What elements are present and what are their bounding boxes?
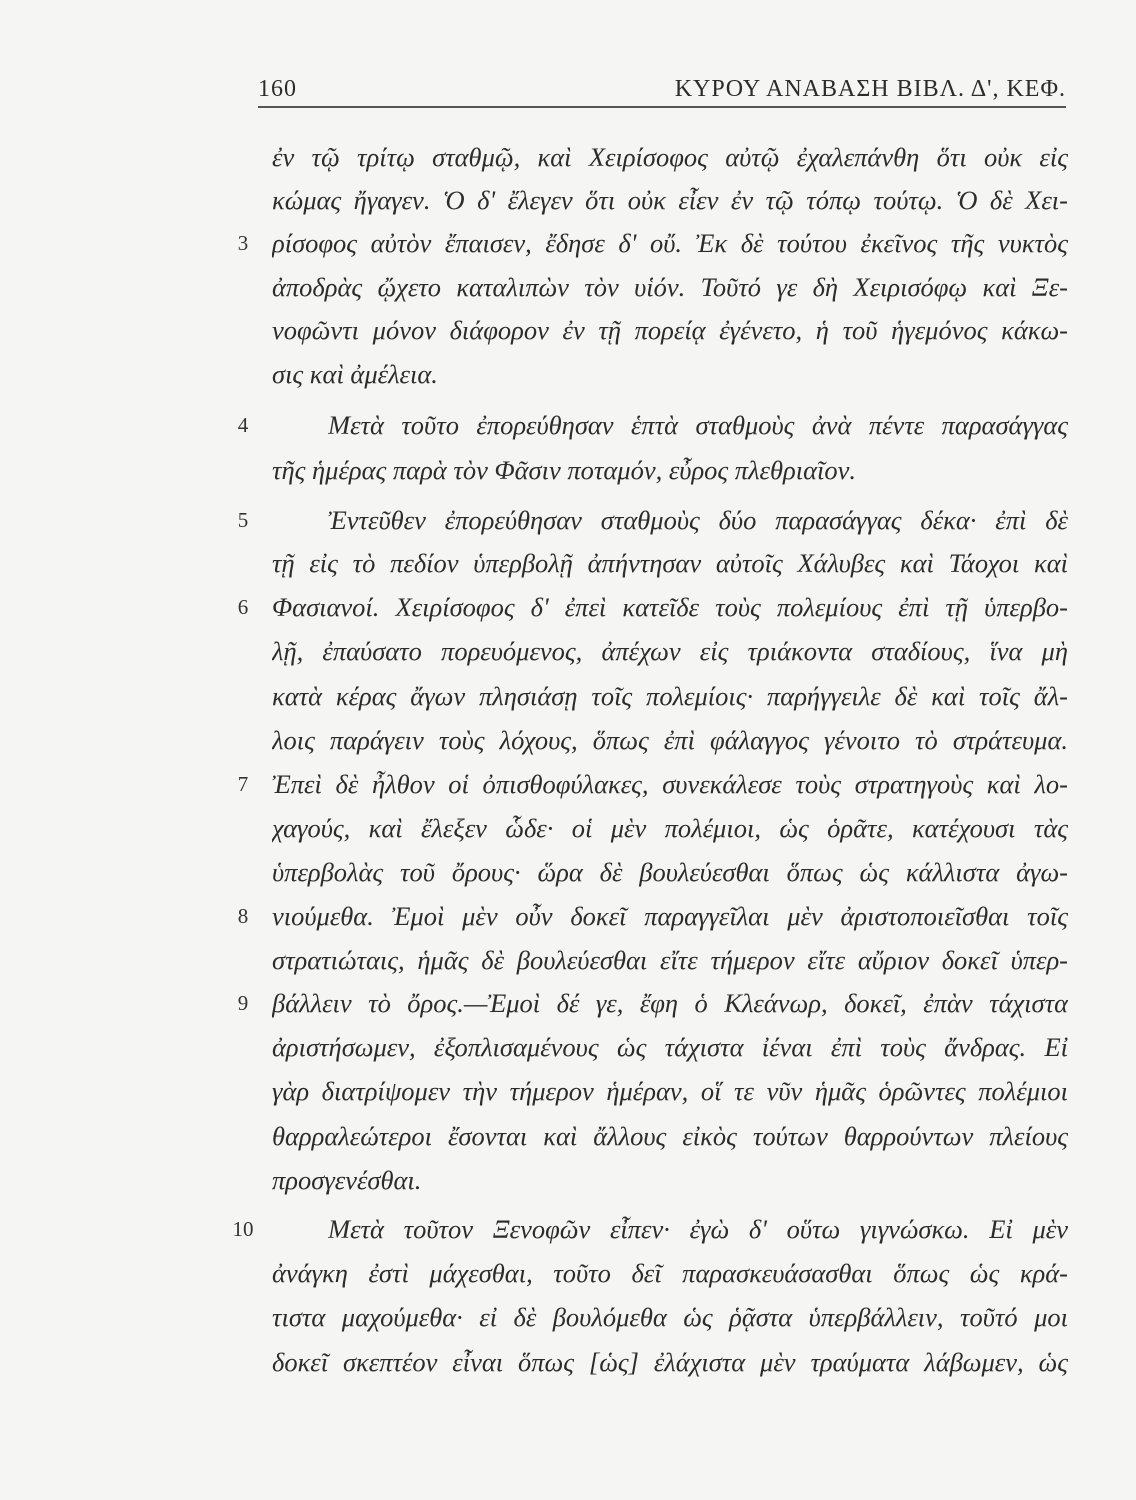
text-line: στρατιώταις, ἡμᾶς δὲ βουλεύεσθαι εἴτε τήμερον εἴτε αὔριον δοκεῖ ὑπερ- xyxy=(272,945,1068,975)
text-line: ἀριστήσωμεν, ἐξοπλισαμένους ὡς τάχιστα ἰέναι ἐπὶ τοὺς ἄνδρας. Εἰ xyxy=(272,1032,1068,1062)
text-line: Μετὰ τοῦτο ἐπορεύθησαν ἑπτὰ σταθμοὺς ἀνὰ πέντε παρασάγγας xyxy=(328,410,1068,440)
text-line: κώμας ἤγαγεν. Ὁ δ' ἔλεγεν ὅτι οὐκ εἶεν ἐν τῷ τόπῳ τούτῳ. Ὁ δὲ Χει- xyxy=(272,185,1068,215)
section-number: 7 xyxy=(237,772,249,796)
text-line: Μετὰ τοῦτον Ξενοφῶν εἶπεν· ἐγὼ δ' οὕτω γιγνώσκω. Εἰ μὲν xyxy=(328,1214,1068,1244)
text-line: Ἐντεῦθεν ἐπορεύθησαν σταθμοὺς δύο παρασάγγας δέκα· ἐπὶ δὲ xyxy=(328,505,1068,535)
text-line: κατὰ κέρας ἄγων πλησιάσῃ τοῖς πολεμίοις· παρήγγειλε δὲ καὶ τοῖς ἄλ- xyxy=(272,681,1068,711)
text-line: τῇ εἰς τὸ πεδίον ὑπερβολῇ ἀπήντησαν αὐτοῖς Χάλυβες καὶ Τάοχοι καὶ xyxy=(272,548,1068,578)
text-line: ἐν τῷ τρίτῳ σταθμῷ, καὶ Χειρίσοφος αὐτῷ ἐχαλεπάνθη ὅτι οὐκ εἰς xyxy=(272,142,1068,172)
text-line: νιούμεθα. Ἐμοὶ μὲν οὖν δοκεῖ παραγγεῖλαι μὲν ἀριστοποιεῖσθαι τοῖς xyxy=(272,901,1068,931)
text-line: Φασιανοί. Χειρίσοφος δ' ἐπεὶ κατεῖδε τοὺς πολεμίους ἐπὶ τῇ ὑπερβο- xyxy=(272,592,1068,622)
text-line: Ἐπεὶ δὲ ἦλθον οἱ ὀπισθοφύλακες, συνεκάλεσε τοὺς στρατηγοὺς καὶ λο- xyxy=(272,769,1068,799)
text-line: δοκεῖ σκεπτέον εἶναι ὅπως [ὡς] ἐλάχιστα μὲν τραύματα λάβωμεν, ὡς xyxy=(272,1347,1068,1377)
text-line: λοις παράγειν τοὺς λόχους, ὅπως ἐπὶ φάλαγγος γένοιτο τὸ στράτευμα. xyxy=(272,725,1068,755)
text-line: χαγούς, καὶ ἔλεξεν ὧδε· οἱ μὲν πολέμιοι, ὡς ὁρᾶτε, κατέχουσι τὰς xyxy=(272,813,1068,843)
section-number: 4 xyxy=(237,413,249,437)
text-line: ρίσοφος αὐτὸν ἔπαισεν, ἔδησε δ' οὔ. Ἐκ δὲ τούτου ἐκεῖνος τῆς νυκτὸς xyxy=(272,228,1068,258)
page-number: 160 xyxy=(258,76,297,102)
section-number: 6 xyxy=(237,595,249,619)
text-line: ἀποδρὰς ᾤχετο καταλιπὼν τὸν υἱόν. Τοῦτό γε δὴ Χειρισόφῳ καὶ Ξε- xyxy=(272,272,1068,302)
text-line: ἀνάγκη ἐστὶ μάχεσθαι, τοῦτο δεῖ παρασκευάσασθαι ὅπως ὡς κρά- xyxy=(272,1258,1068,1288)
text-line: λῇ, ἐπαύσατο πορευόμενος, ἀπέχων εἰς τριάκοντα σταδίους, ἵνα μὴ xyxy=(272,636,1068,666)
text-line: σις καὶ ἀμέλεια. xyxy=(272,359,438,389)
text-line: βάλλειν τὸ ὄρος.—Ἐμοὶ δέ γε, ἔφη ὁ Κλεάνωρ, δοκεῖ, ἐπὰν τάχιστα xyxy=(272,988,1068,1018)
text-line: τιστα μαχούμεθα· εἰ δὲ βουλόμεθα ὡς ῥᾷστα ὑπερβάλλειν, τοῦτό μοι xyxy=(272,1302,1068,1332)
section-number: 5 xyxy=(237,508,249,532)
text-line: ὑπερβολὰς τοῦ ὄρους· ὥρα δὲ βουλεύεσθαι ὅπως ὡς κάλλιστα ἀγω- xyxy=(272,857,1068,887)
text-line: νοφῶντι μόνον διάφορον ἐν τῇ πορείᾳ ἐγένετο, ἡ τοῦ ἡγεμόνος κάκω- xyxy=(272,315,1068,345)
running-head: ΚΥΡΟΥ ΑΝΑΒΑΣΗ ΒΙΒΛ. Δ', ΚΕΦ. xyxy=(674,76,1066,102)
text-line: θαρραλεώτεροι ἔσονται καὶ ἄλλους εἰκὸς τούτων θαρρούντων πλείους xyxy=(272,1121,1068,1151)
section-number: 10 xyxy=(232,1217,254,1241)
section-number: 9 xyxy=(237,991,249,1015)
text-line: τῆς ἡμέρας παρὰ τὸν Φᾶσιν ποταμόν, εὖρος πλεθριαῖον. xyxy=(272,455,857,485)
section-number: 8 xyxy=(237,904,249,928)
section-number: 3 xyxy=(237,231,249,255)
text-line: προσγενέσθαι. xyxy=(272,1165,422,1195)
text-line: γὰρ διατρίψομεν τὴν τήμερον ἡμέραν, οἵ τε νῦν ἡμᾶς ὁρῶντες πολέμιοι xyxy=(272,1076,1068,1106)
